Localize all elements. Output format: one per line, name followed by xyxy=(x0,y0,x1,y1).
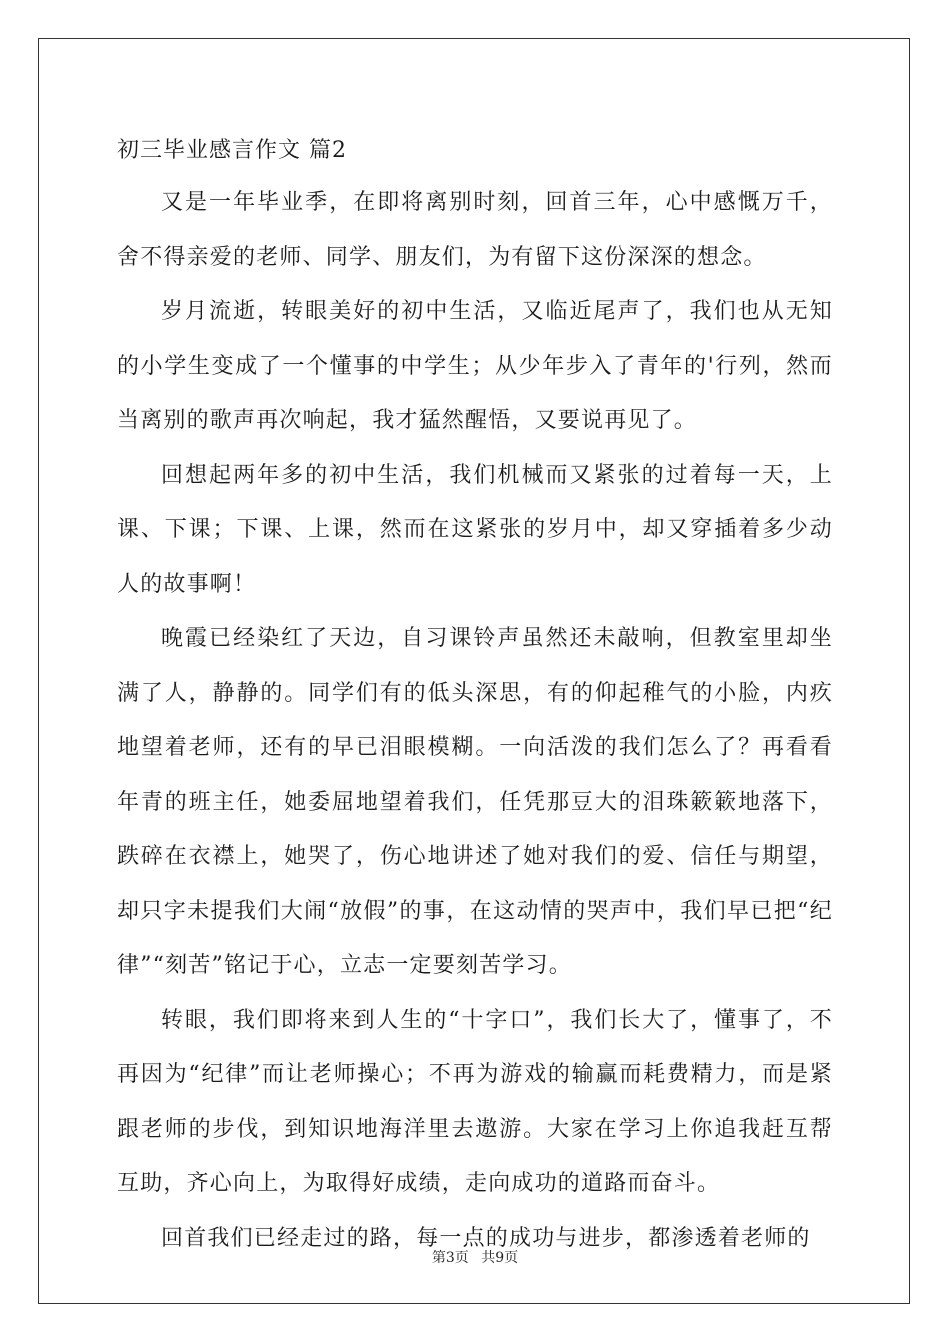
paragraph: 岁月流逝，转眼美好的初中生活，又临近尾声了，我们也从无知的小学生变成了一个懂事的中学生；从少年步入了青年的'行列，然而当离别的歌声再次响起，我才猛然醒悟，又要说再见了。 xyxy=(117,299,833,433)
paragraph: 晚霞已经染红了天边，自习课铃声虽然还未敲响，但教室里却坐满了人，静静的。同学们有的低头深思，有的仰起稚气的小脸，内疚地望着老师，还有的早已泪眼模糊。一向活泼的我们怎么了？再看看年青的班主任，她委屈地望着我们，任凭那豆大的泪珠簌簌地落下，跌碎在衣襟上，她哭了，伤心地讲述了她对我们的爱、信任与期望，却只字未提我们大闹“放假”的事，在这动情的哭声中，我们早已把“纪律”“刻苦”铭记于心，立志一定要刻苦学习。 xyxy=(117,626,833,978)
page-number: 第3页 xyxy=(431,1250,469,1266)
paragraph: 回想起两年多的初中生活，我们机械而又紧张的过着每一天，上课、下课；下课、上课，然而在这紧张的岁月中，却又穿插着多少动人的故事啊！ xyxy=(117,462,833,597)
paragraph: 转眼，我们即将来到人生的“十字口”，我们长大了，懂事了，不再因为“纪律”而让老师操心；不再为游戏的输赢而耗费精力，而是紧跟老师的步伐，到知识地海洋里去遨游。大家在学习上你追我赶互帮互助，齐心向上，为取得好成绩，走向成功的道路而奋斗。 xyxy=(117,1007,833,1196)
paragraph: 回首我们已经走过的路，每一点的成功与进步，都渗透着老师的 xyxy=(161,1225,811,1251)
page-footer xyxy=(0,1247,950,1267)
paragraph: 又是一年毕业季，在即将离别时刻，回首三年，心中感慨万千，舍不得亲爱的老师、同学、朋友们，为有留下这份深深的想念。 xyxy=(117,190,833,270)
document-title: 初三毕业感言作文 篇2 xyxy=(117,138,347,163)
page-total: 共9页 xyxy=(481,1250,519,1266)
document-body xyxy=(117,126,833,1266)
